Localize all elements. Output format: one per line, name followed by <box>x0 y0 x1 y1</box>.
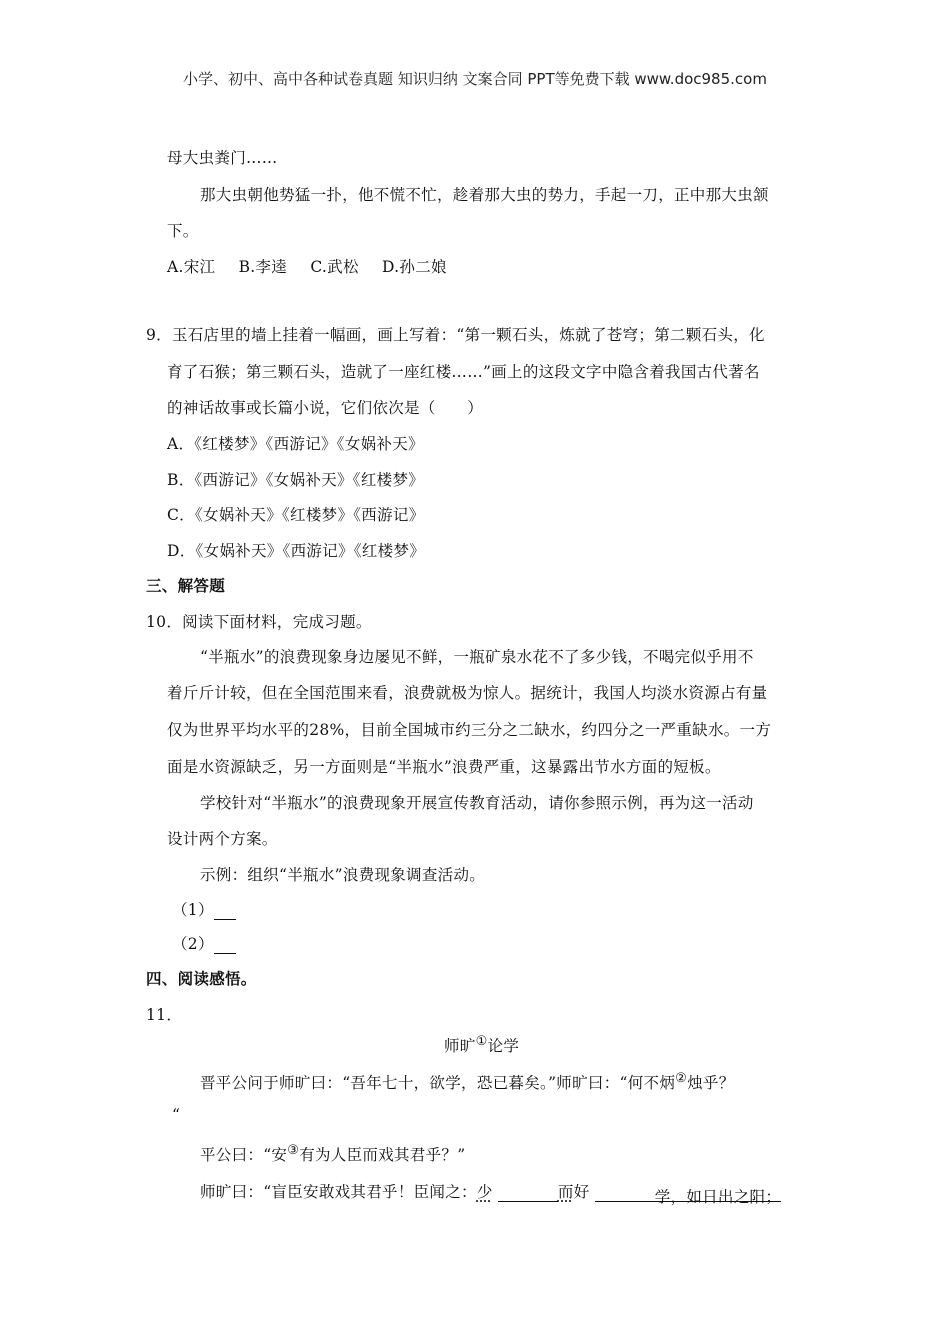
q11-line-4b: 学，如日出之阳； <box>655 1185 781 1202</box>
q11-line-3a: 平公曰：“安 <box>200 1146 288 1165</box>
q10-answer-2-label: （2） <box>172 935 214 953</box>
footnote-mark-2: ② <box>675 1071 688 1086</box>
q9-option-c: C．《女娲补天》《红楼梦》《西游记》 <box>167 506 425 524</box>
q11-line-1a: 晋平公问于师旷曰：“吾年七十，欲学，恐已暮矣。”师旷曰：“何不炳 <box>200 1074 676 1093</box>
q8-option-d: D.孙二娘 <box>382 258 447 276</box>
q11-word-shao: 少 <box>476 1183 493 1201</box>
q11-title-end: 论学 <box>487 1037 520 1056</box>
q9-line-2: 育了石猴；第三颗石头，造就了一座红楼……”画上的这段文字中隐含着我国古代著名 <box>167 363 760 381</box>
q8-text-2: 那大虫朝他势猛一扑，他不慌不忙，趁着那大虫的势力，手起一刀，正中那大虫颔 <box>200 186 769 204</box>
section-4-heading: 四、阅读感悟。 <box>146 969 257 988</box>
answer-blank-1[interactable] <box>214 905 236 920</box>
q11-line-1 <box>200 1071 735 1093</box>
q11-word-hao: 好 <box>573 1183 590 1201</box>
q8-option-b: B.李逵 <box>238 258 288 276</box>
q10-p1-line-1: “半瓶水”的浪费现象身边屡见不鲜，一瓶矿泉水花不了多少钱，不喝完似乎用不 <box>200 648 754 666</box>
q11-title <box>444 1034 519 1056</box>
q11-line-3 <box>200 1143 465 1165</box>
q10-p1-line-3: 仅为世界平均水平的28%，目前全国城市约三分之二缺水，约四分之一严重缺水。一方 <box>167 721 772 739</box>
q8-option-c: C.武松 <box>310 258 359 276</box>
q9-option-b: B．《西游记》《女娲补天》《红楼梦》 <box>167 471 425 489</box>
section-3-heading: 三、解答题 <box>146 576 226 595</box>
footnote-mark-1: ① <box>475 1034 488 1049</box>
q10-p1-line-2: 着斤斤计较，但在全国范围来看，浪费就极为惊人。据统计，我国人均淡水资源占有量 <box>167 684 768 702</box>
q10-answer-1 <box>172 898 236 920</box>
q9-option-a: A．《红楼梦》《西游记》《女娲补天》 <box>167 435 424 453</box>
q10-p2-line-1: 学校针对“半瓶水”的浪费现象开展宣传教育活动，请你参照示例，再为这一活动 <box>200 794 754 812</box>
q9-option-d: D．《女娲补天》《西游记》《红楼梦》 <box>167 542 426 560</box>
q10-p1-line-4: 面是水资源缺乏，另一方面则是“半瓶水”浪费严重，这暴露出节水方面的短板。 <box>167 758 721 776</box>
q9-line-3: 的神话故事或长篇小说，它们依次是（ ） <box>167 399 484 417</box>
page-header: 小学、初中、高中各种试卷真题 知识归纳 文案合同 PPT等免费下载 www.doc985.com <box>183 70 767 88</box>
q11-line-2: “ <box>172 1106 181 1124</box>
q10-example: 示例：组织“半瓶水”浪费现象调查活动。 <box>200 866 486 884</box>
fill-blank-1[interactable] <box>498 1185 558 1202</box>
footnote-mark-3: ③ <box>287 1143 300 1158</box>
q10-title: 10．阅读下面材料，完成习题。 <box>146 613 372 631</box>
q11-number: 11． <box>146 1006 183 1024</box>
q11-line-4 <box>200 1180 782 1206</box>
q8-option-a: A.宋江 <box>167 258 216 276</box>
answer-blank-2[interactable] <box>214 939 236 954</box>
q8-text-3: 下。 <box>167 222 199 240</box>
q11-word-er: 而 <box>557 1183 574 1201</box>
q10-answer-2 <box>172 932 236 954</box>
fill-blank-2[interactable] <box>595 1185 655 1202</box>
q8-text-1: 母大虫粪门…… <box>167 149 278 167</box>
q11-line-4a: 师旷曰：“盲臣安敢戏其君乎！臣闻之： <box>200 1183 477 1201</box>
q11-line-3b: 有为人臣而戏其君乎？” <box>299 1146 466 1165</box>
q9-line-1: 9．玉石店里的墙上挂着一幅画，画上写着：“第一颗石头，炼就了苍穹；第二颗石头，化 <box>146 326 765 344</box>
q11-line-1b: 烛乎？ <box>687 1074 735 1093</box>
q10-answer-1-label: （1） <box>172 901 214 919</box>
q8-options <box>167 255 447 277</box>
q11-title-text: 师旷 <box>444 1037 476 1056</box>
q10-p2-line-2: 设计两个方案。 <box>167 830 278 848</box>
